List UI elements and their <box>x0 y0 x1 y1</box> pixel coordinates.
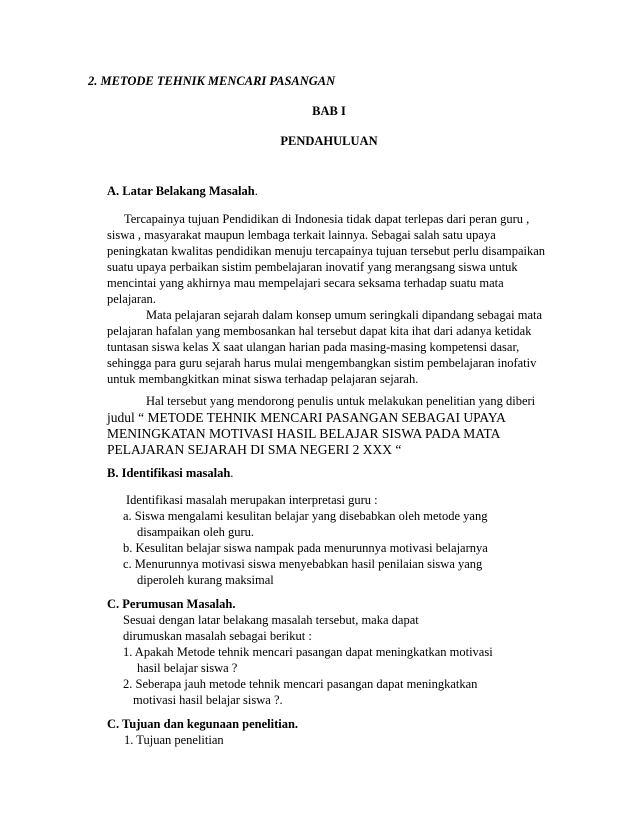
paragraph-line: pelajaran. <box>107 292 156 306</box>
paragraph-line <box>146 308 546 323</box>
list-item: a. Siswa mengalami kesulitan belajar yang disebabkan oleh metode yang <box>123 509 488 523</box>
paragraph-text: Hal tersebut yang mendorong penulis untuk melakukan penelitian yang diberi <box>146 394 536 408</box>
paragraph-text: suatu upaya perbaikan sistim pembelajaran inovatif yang merangsang siswa untuk <box>107 260 518 274</box>
paragraph-text: Tercapainya tujuan Pendidikan di Indonesia tidak dapat terlepas dari peran guru , <box>124 212 530 226</box>
paragraph-text: sehingga para guru sejarah harus mulai mengembangkan sistim pembelajaran inofativ <box>107 356 537 370</box>
section-tujuan-heading: C. Tujuan dan kegunaan penelitian. <box>107 717 299 731</box>
paragraph-text: Mata pelajaran sejarah dalam konsep umum seringkali dipandang sebagai mata <box>146 308 543 322</box>
paragraph-line: untuk membangkitkan minat siswa terhadap pelajaran sejarah. <box>107 372 419 386</box>
paragraph-line <box>107 228 546 243</box>
paragraph-line <box>107 410 546 425</box>
list-item: 1. Apakah Metode tehnik mencari pasangan dapat meningkatkan motivasi <box>123 645 493 659</box>
list-item: b. Kesulitan belajar siswa nampak pada menurunnya motivasi belajarnya <box>123 541 488 555</box>
paragraph-line <box>107 276 546 291</box>
paragraph-line <box>107 356 546 371</box>
section-b-heading <box>107 466 233 481</box>
chapter-title: PENDAHULUAN <box>280 134 378 148</box>
section-b-heading-end: . <box>230 466 234 480</box>
section-heading: 2. METODE TEHNIK MENCARI PASANGAN <box>88 74 336 88</box>
list-item-continuation: hasil belajar siswa ? <box>137 661 238 675</box>
paragraph-text: MENINGKATAN MOTIVASI HASIL BELAJAR SISWA PADA MATA <box>107 426 501 441</box>
paragraph-line: PELAJARAN SEJARAH DI SMA NEGERI 2 XXX “ <box>107 442 402 457</box>
paragraph-line <box>146 394 546 409</box>
list-intro: Sesuai dengan latar belakang masalah tersebut, maka dapat <box>123 613 419 627</box>
paragraph-line <box>107 244 546 259</box>
section-a-heading <box>107 184 258 199</box>
section-c-heading: C. Perumusan Masalah. <box>107 597 236 611</box>
paragraph-line <box>107 426 546 441</box>
list-item: 1. Tujuan penelitian <box>124 733 224 747</box>
list-intro: dirumuskan masalah sebagai berikut : <box>123 629 312 643</box>
list-intro: Identifikasi masalah merupakan interpretasi guru : <box>126 493 378 507</box>
list-item-continuation: motivasi hasil belajar siswa ?. <box>133 693 283 707</box>
paragraph-line <box>124 212 546 227</box>
paragraph-text: pelajaran hafalan yang membosankan hal tersebut dapat kita ihat dari adanya ketidak <box>107 324 532 338</box>
paragraph-line <box>107 324 546 339</box>
paragraph-text: peningkatan kwalitas pendidikan menuju tercapainya tujuan tersebut perlu disampaikan <box>107 244 546 258</box>
list-item-continuation: disampaikan oleh guru. <box>137 525 254 539</box>
chapter-number: BAB I <box>312 104 346 118</box>
paragraph-line <box>107 340 546 355</box>
list-item: c. Menurunnya motivasi siswa menyebabkan hasil penilaian siswa yang <box>123 557 483 571</box>
section-a-heading-text: A. Latar Belakang Masalah <box>107 184 255 198</box>
paragraph-text: mencintai yang akhirnya mau mempelajari secara seksama terhadap suatu mata <box>107 276 504 290</box>
paragraph-text: judul “ METODE TEHNIK MENCARI PASANGAN SEBAGAI UPAYA <box>107 410 506 425</box>
paragraph-line <box>107 260 546 275</box>
paragraph-text: tuntasan siswa kelas X saat ulangan harian pada masing-masing kompetensi dasar, <box>107 340 520 354</box>
paragraph-text: siswa , masyarakat maupun lembaga terkait lainnya. Sebagai salah satu upaya <box>107 228 496 242</box>
section-b-heading-text: B. Identifikasi masalah <box>107 466 231 480</box>
list-item-continuation: diperoleh kurang maksimal <box>137 573 274 587</box>
section-a-heading-end: . <box>254 184 258 198</box>
list-item: 2. Seberapa jauh metode tehnik mencari pasangan dapat meningkatkan <box>123 677 478 691</box>
